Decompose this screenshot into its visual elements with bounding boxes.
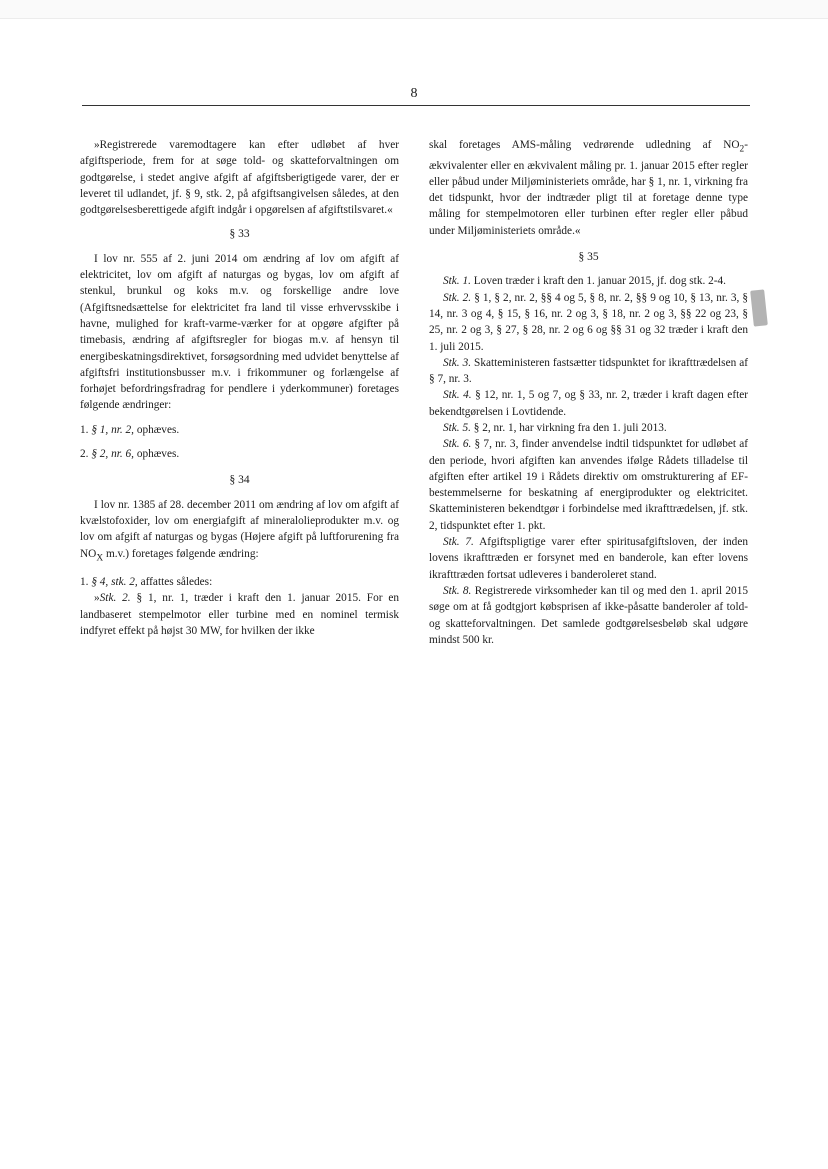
stk-7 [429,534,748,583]
item-text: ophæves. [136,423,180,436]
stk-label: Stk. 2. [443,291,472,304]
stk-4 [429,387,748,420]
continued-paragraph [429,137,748,239]
scan-tab-mark [750,289,768,326]
stk-5 [429,420,748,436]
stk-label: Stk. 1. [443,275,471,288]
item-text: ophæves. [136,448,180,461]
header-rule [82,105,750,106]
stk-text: § 7, nr. 3, finder anvendelse indtil tidspunktet for udløbet af den periode, hvori afgiften kan anvendes ifølge Rådets tilladelse til afgiften efter artikel 19 i Rådets direktiv om omstrukturering af EF-bestemmelserne for beskatning af energiprodukter og elektricitet. Skatteministeren bekendtgør i forbindelse med ikrafttrædelsen, jf. stk. 2, tidspunktet efter 1. pkt. [429,438,748,532]
stk-label: Stk. 3. [443,356,472,369]
quote-mark: » [94,592,100,605]
stk-3 [429,355,748,388]
section-33-heading: § 33 [229,228,250,241]
left-column [80,137,399,639]
item-number: 1. [80,576,89,589]
section-35-heading: § 35 [578,251,599,264]
stk-text: Afgiftspligtige varer efter spiritusafgiftsloven, der inden lovens ikrafttræden er forsynet med en banderole, kan efter lovens ikrafttræden fortsat udleveres i banderoleret stand. [429,536,748,581]
stk-label: Stk. 7. [443,536,474,549]
quote-text: § 1, nr. 1, træder i kraft den 1. januar 2015. For en landbaseret stempelmotor eller turbine med en nominel termisk indfyret effekt på højst 30 MW, for hvilken der ikke [80,592,399,637]
stk-text: Skatteministeren fastsætter tidspunktet for ikrafttrædelsen af § 7, nr. 3. [429,356,748,386]
stk-label: Stk. 4. [443,389,472,402]
section-34-intro [80,497,399,566]
nox-subscript: X [96,552,104,563]
stk-1 [429,273,748,289]
stk-8 [429,583,748,648]
page-number: 8 [410,86,418,101]
stk-label: Stk. 2. [99,592,131,605]
quoted-paragraph: »Registrerede varemodtagere kan efter udløbet af hver afgiftsperiode, frem for at søge told- og skatteforvaltningen om godtgørelse, i stedet angive afgift af afgiftsberigtigede varer, der er leveret til udlandet, jf. § 9, stk. 2, på afgiftsangivelsen således, at den godtgørelsesberettigede afgift indgår i opgørelsen af afgiftstilsvaret.« [80,139,399,217]
stk-6 [429,436,748,534]
item-number: 2. [80,448,89,461]
stk-label: Stk. 6. [443,438,472,451]
section-33-item-2 [80,446,399,462]
item-reference: § 1, nr. 2, [91,423,134,436]
stk-label: Stk. 5. [443,422,471,434]
item-text: affattes således: [140,576,213,589]
stk-text: § 1, § 2, nr. 2, §§ 4 og 5, § 8, nr. 2, §§ 9 og 10, § 13, nr. 3, § 14, nr. 3 og 4, § 15, § 16, nr. 2 og 3, § 18, nr. 2 og 3, §§ 22 og 23, § 25, nr. 2 og 3, § 27, § 28, nr. 2 og 6 og §§ 31 og 32 træder i kraft den 1. juli 2015. [429,291,749,353]
section-33-item-1 [80,422,399,438]
section-33-intro: I lov nr. 555 af 2. juni 2014 om ændring af lov om afgift af elektricitet, lov om afgift af naturgas og bygas, lov om afgift af stenkul, brunkul og koks m.v. og forskellige andre love (Afgiftsnedsættelse for elektricitet fra land til visse erhvervsskibe i havne, mulighed for kraft-varme-værker for at opgøre afgifter på timebasis, ændring af afgiftsregler for biogas m.v. af hensyn til energibeskatningsdirektivet, forsøgsordning med udvidet benyttelse af afgiftsfri institutionsbusser m.v. i frikommuner og forlængelse af forhøjet befordringsfradrag for pendlere i yderkommuner) foretages følgende ændringer: [80,252,399,412]
no2-subscript: 2 [739,144,745,155]
section-34-quote [80,590,399,639]
intro-text: I lov nr. 1385 af 28. december 2011 om ændring af lov om afgift af kvælstofoxider, lov om energiafgift af mineralolieprodukter m.v. og lov om afgift af naturgas og bygas (Højere afgift på luftforurening fra NO [80,498,399,560]
item-reference: § 2, nr. 6, [91,448,134,461]
stk-text: Registrerede virksomheder kan til og med den 1. april 2015 søge om at få godtgjort købsprisen af ikke-påsatte banderoler af told- og skatteforvaltningen. Det samlede godtgørelsesbeløb skal udgøre mindst 500 kr. [429,584,748,646]
cont-text: skal foretages AMS-måling vedrørende udledning af NO [429,139,740,151]
intro-text-end: m.v.) foretages følgende ændring: [103,547,259,560]
right-column [429,137,748,648]
stk-text: § 12, nr. 1, 5 og 7, og § 33, nr. 2, træder i kraft dagen efter bekendtgørelsen i Lovtidende. [429,389,748,418]
stk-text: Loven træder i kraft den 1. januar 2015, jf. dog stk. 2-4. [473,275,727,288]
section-34-item-1 [80,574,399,590]
stk-label: Stk. 8. [443,584,472,597]
stk-text: § 2, nr. 1, har virkning fra den 1. juli 2013. [473,422,667,434]
scan-top-edge [0,0,828,19]
item-number: 1. [80,423,89,436]
item-reference: § 4, stk. 2, [91,576,138,589]
stk-2 [429,290,748,355]
section-34-heading: § 34 [229,474,250,487]
cont-text-end: -ækvivalenter eller en ækvivalent måling pr. 1. januar 2015 efter regler eller påbud under Miljøministeriets område, har § 1, nr. 1, virkning fra det tidspunkt, hvor der indtræder pligt til at foretage denne type måling for stempelmotoren eller turbinen efter regler eller påbud under Miljøministeriets område.« [429,139,748,237]
